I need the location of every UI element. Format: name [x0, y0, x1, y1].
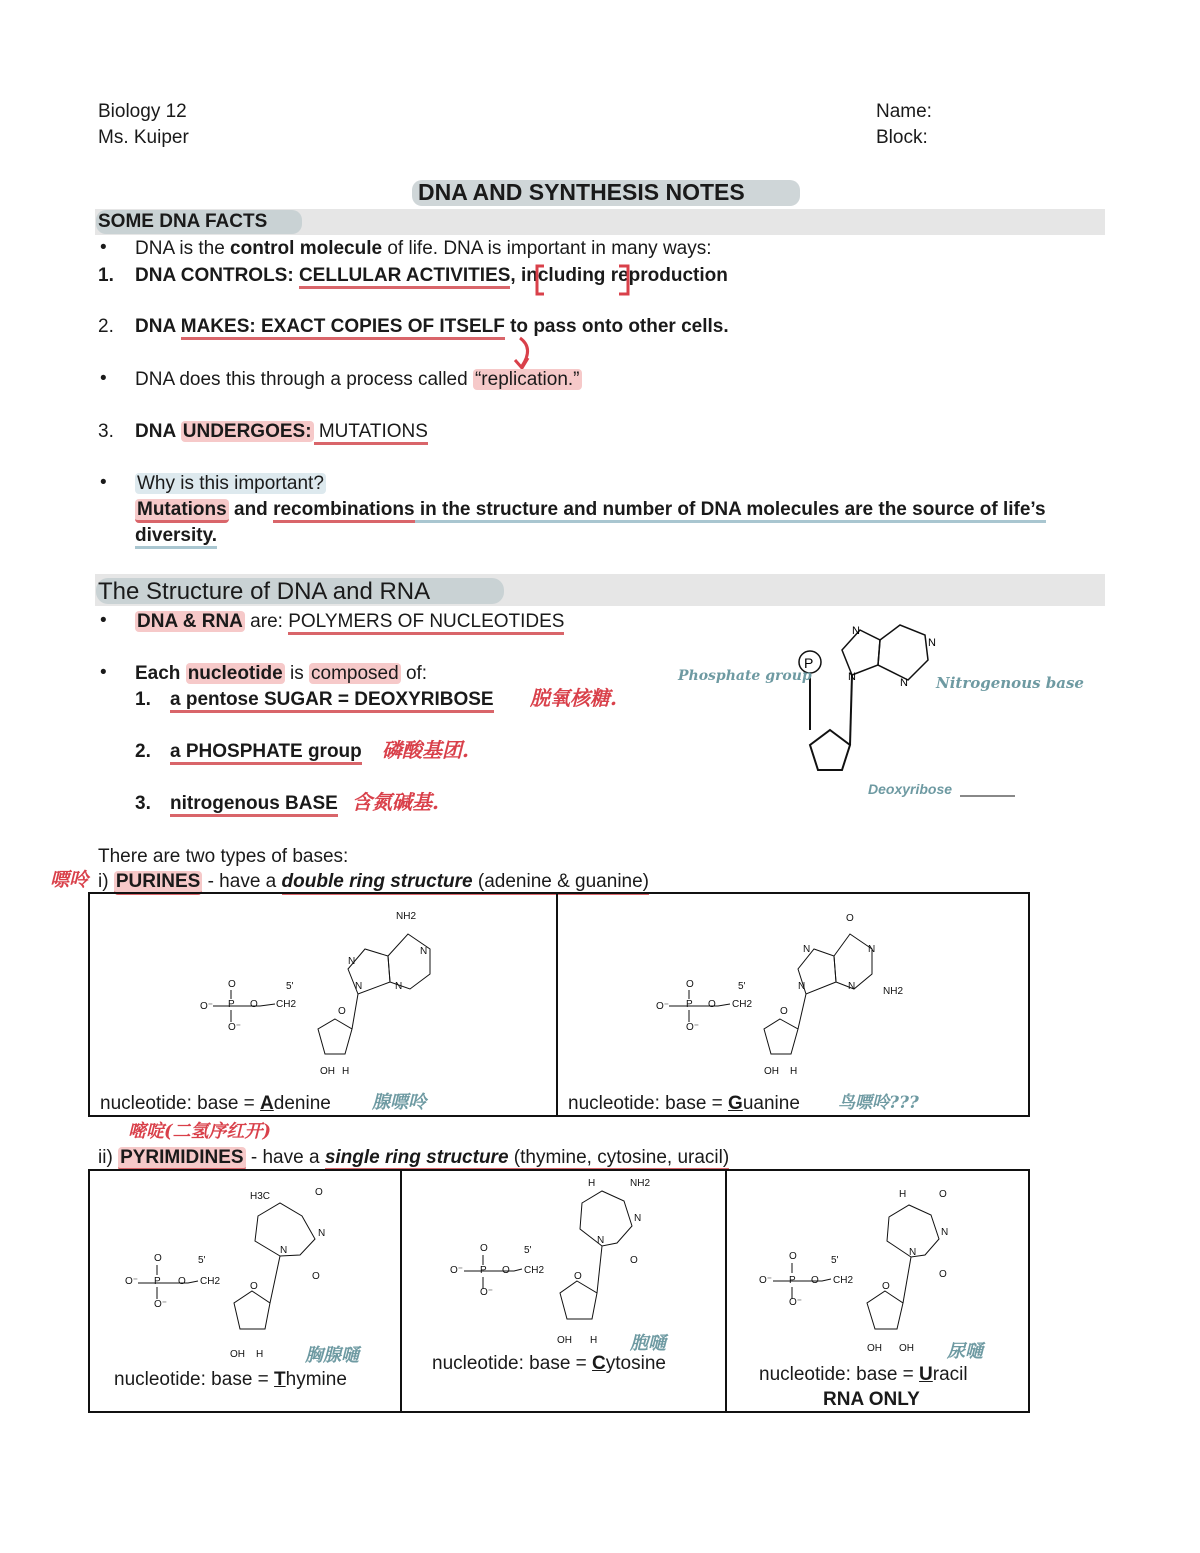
svg-text:N: N [395, 981, 403, 992]
svg-text:5': 5' [831, 1255, 839, 1266]
svg-text:O⁻: O⁻ [656, 1001, 670, 1012]
svg-text:O: O [250, 999, 258, 1010]
svg-text:OH: OH [899, 1343, 914, 1351]
svg-text:H: H [256, 1349, 264, 1360]
note-cytosine: 胞嗵 [630, 1333, 666, 1354]
student-name-label: Name: [876, 101, 932, 122]
why-answer-cont: diversity. [135, 524, 217, 548]
svg-text:OH: OH [230, 1349, 245, 1360]
fact-3: DNA UNDERGOES: MUTATIONS [135, 420, 428, 444]
arrow-annotation [500, 336, 540, 372]
svg-text:O: O [250, 1281, 258, 1292]
adenine-caption: nucleotide: base = Adenine [100, 1093, 331, 1114]
bracket-annotation [534, 262, 634, 300]
svg-text:O⁻: O⁻ [154, 1299, 168, 1310]
svg-text:N: N [634, 1213, 642, 1224]
svg-text:O: O [939, 1189, 947, 1200]
component-base: nitrogenous BASE [170, 792, 338, 816]
bullet: • [100, 662, 107, 683]
svg-text:N: N [803, 944, 811, 955]
svg-text:O: O [502, 1265, 510, 1276]
svg-text:O⁻: O⁻ [228, 1022, 242, 1033]
svg-text:O: O [630, 1255, 638, 1266]
phosphate-symbol: P [804, 655, 814, 671]
nitrogenous-base-label: Nitrogenous base [936, 674, 1084, 692]
svg-text:O: O [708, 999, 716, 1010]
svg-text:H: H [790, 1066, 798, 1077]
uracil-card [725, 1169, 1030, 1413]
base-ring-5 [842, 630, 880, 675]
bases-intro: There are two types of bases: [98, 846, 349, 867]
nucleotide-diagram [670, 610, 1090, 820]
fact-1: DNA CONTROLS: CELLULAR ACTIVITIES, including reproduction [135, 264, 728, 288]
deoxyribose-label: Deoxyribose [868, 781, 953, 797]
note-base: 含氮碱基. [352, 790, 439, 814]
sugar-ring [810, 730, 850, 770]
fact-intro: DNA is the control molecule of life. DNA is important in many ways: [135, 238, 712, 259]
svg-text:O: O [312, 1271, 320, 1282]
svg-text:O: O [315, 1187, 323, 1198]
svg-text:N: N [420, 946, 428, 957]
svg-text:N: N [928, 637, 936, 649]
svg-text:CH2: CH2 [524, 1265, 545, 1276]
thymine-card [88, 1169, 402, 1413]
svg-text:O: O [228, 979, 236, 990]
svg-text:CH2: CH2 [200, 1276, 221, 1287]
svg-text:CH2: CH2 [732, 999, 753, 1010]
svg-text:N: N [868, 944, 876, 955]
course-name: Biology 12 [98, 101, 187, 122]
svg-text:OH: OH [764, 1066, 779, 1077]
cytosine-card [400, 1169, 727, 1413]
svg-text:5': 5' [738, 981, 746, 992]
guanine-structure [558, 894, 1028, 1084]
svg-text:O: O [882, 1281, 890, 1292]
svg-text:O⁻: O⁻ [686, 1022, 700, 1033]
svg-text:H: H [899, 1189, 907, 1200]
svg-text:N: N [941, 1227, 949, 1238]
svg-text:NH2: NH2 [396, 911, 417, 922]
svg-text:OH: OH [557, 1335, 572, 1346]
svg-text:N: N [848, 981, 856, 992]
component-phosphate: a PHOSPHATE group [170, 740, 362, 764]
svg-text:O: O [789, 1251, 797, 1262]
note-uracil: 尿嗵 [947, 1341, 983, 1362]
page-title: DNA AND SYNTHESIS NOTES [418, 179, 745, 205]
svg-text:N: N [852, 625, 860, 637]
svg-text:5': 5' [198, 1255, 206, 1266]
svg-text:O⁻: O⁻ [759, 1275, 773, 1286]
pyrimidines-line: ii) PYRIMIDINES - have a single ring structure (thymine, cytosine, uracil) [98, 1146, 729, 1170]
svg-text:O: O [338, 1006, 346, 1017]
svg-text:O: O [178, 1276, 186, 1287]
note-purines: 嘌呤 [50, 869, 89, 891]
svg-text:CH2: CH2 [276, 999, 297, 1010]
svg-text:H: H [588, 1178, 596, 1189]
rna-only-label: RNA ONLY [823, 1389, 920, 1410]
bullet: • [100, 368, 107, 389]
polymers-line: DNA & RNA are: POLYMERS OF NUCLEOTIDES [135, 610, 564, 634]
svg-text:O: O [780, 1006, 788, 1017]
fact-2: DNA MAKES: EXACT COPIES OF ITSELF to pass onto other cells. [135, 315, 729, 339]
svg-text:O: O [480, 1243, 488, 1254]
svg-text:O⁻: O⁻ [125, 1276, 139, 1287]
svg-text:N: N [597, 1235, 605, 1246]
svg-text:O⁻: O⁻ [480, 1287, 494, 1298]
svg-text:OH: OH [867, 1343, 882, 1351]
adenine-card [88, 892, 558, 1117]
svg-text:N: N [909, 1247, 917, 1258]
svg-text:NH2: NH2 [883, 986, 904, 997]
note-adenine: 腺嘌呤 [372, 1092, 426, 1113]
why-answer: Mutations and recombinations in the structure and number of DNA molecules are the source of life’s [135, 498, 1046, 522]
svg-text:N: N [318, 1228, 326, 1239]
list-number: 1. [98, 265, 114, 286]
svg-text:N: N [348, 956, 356, 967]
svg-text:P: P [228, 999, 235, 1010]
svg-text:H: H [342, 1066, 350, 1077]
svg-text:NH2: NH2 [630, 1178, 651, 1189]
svg-text:O: O [154, 1253, 162, 1264]
svg-text:O⁻: O⁻ [789, 1297, 803, 1308]
section-heading-structure: The Structure of DNA and RNA [98, 578, 431, 605]
guanine-caption: nucleotide: base = Guanine [568, 1093, 800, 1114]
svg-text:N: N [798, 981, 806, 992]
cytosine-structure [402, 1171, 724, 1351]
composed-line: Each nucleotide is composed of: [135, 663, 428, 684]
teacher-name: Ms. Kuiper [98, 127, 189, 148]
thymine-caption: nucleotide: base = Thymine [114, 1369, 347, 1390]
svg-text:P: P [686, 999, 693, 1010]
block-label: Block: [876, 127, 928, 148]
svg-text:P: P [789, 1275, 796, 1286]
adenine-structure [90, 894, 556, 1084]
list-number: 2. [98, 316, 114, 337]
svg-text:O: O [811, 1275, 819, 1286]
list-number: 1. [135, 689, 151, 710]
note-pyrimidines: 嘧啶(二氢序红开) [128, 1121, 272, 1142]
list-number: 3. [98, 421, 114, 442]
note-sugar: 脱氧核糖. [530, 686, 617, 710]
why-question: Why is this important? [137, 473, 324, 494]
svg-text:CH2: CH2 [833, 1275, 854, 1286]
svg-text:O: O [686, 979, 694, 990]
guanine-card [556, 892, 1030, 1117]
svg-text:OH: OH [320, 1066, 335, 1077]
component-sugar: a pentose SUGAR = DEOXYRIBOSE [170, 688, 494, 712]
svg-text:N: N [848, 671, 856, 683]
list-number: 2. [135, 741, 151, 762]
note-guanine: 鸟嘌呤??? [838, 1093, 919, 1113]
thymine-structure [90, 1171, 400, 1361]
svg-text:H: H [590, 1335, 598, 1346]
list-number: 3. [135, 793, 151, 814]
phosphate-group-label: Phosphate group [678, 668, 812, 684]
svg-text:P: P [480, 1265, 487, 1276]
cytosine-caption: nucleotide: base = Cytosine [432, 1353, 666, 1374]
purines-line: i) PURINES - have a double ring structure (adenine & guanine) [98, 870, 649, 894]
svg-text:5': 5' [286, 981, 294, 992]
base-ring-6 [878, 625, 928, 680]
svg-text:N: N [280, 1245, 288, 1256]
note-thymine: 胸腺嗵 [305, 1345, 359, 1366]
note-phosphate: 磷酸基团. [382, 738, 469, 762]
section-heading-facts: SOME DNA FACTS [98, 211, 268, 232]
replication-line: DNA does this through a process called “replication.” [135, 369, 580, 390]
svg-text:N: N [355, 981, 363, 992]
bullet: • [100, 472, 107, 493]
uracil-structure [727, 1171, 1027, 1351]
svg-text:O: O [574, 1271, 582, 1282]
svg-text:P: P [154, 1276, 161, 1287]
bullet: • [100, 610, 107, 631]
svg-text:O⁻: O⁻ [200, 1001, 214, 1012]
svg-text:O⁻: O⁻ [450, 1265, 464, 1276]
svg-text:5': 5' [524, 1245, 532, 1256]
uracil-caption: nucleotide: base = Uracil [759, 1364, 968, 1385]
bullet: • [100, 237, 107, 258]
svg-text:O: O [939, 1269, 947, 1280]
svg-text:N: N [900, 677, 908, 689]
svg-text:H3C: H3C [250, 1191, 271, 1202]
svg-text:O: O [846, 913, 854, 924]
